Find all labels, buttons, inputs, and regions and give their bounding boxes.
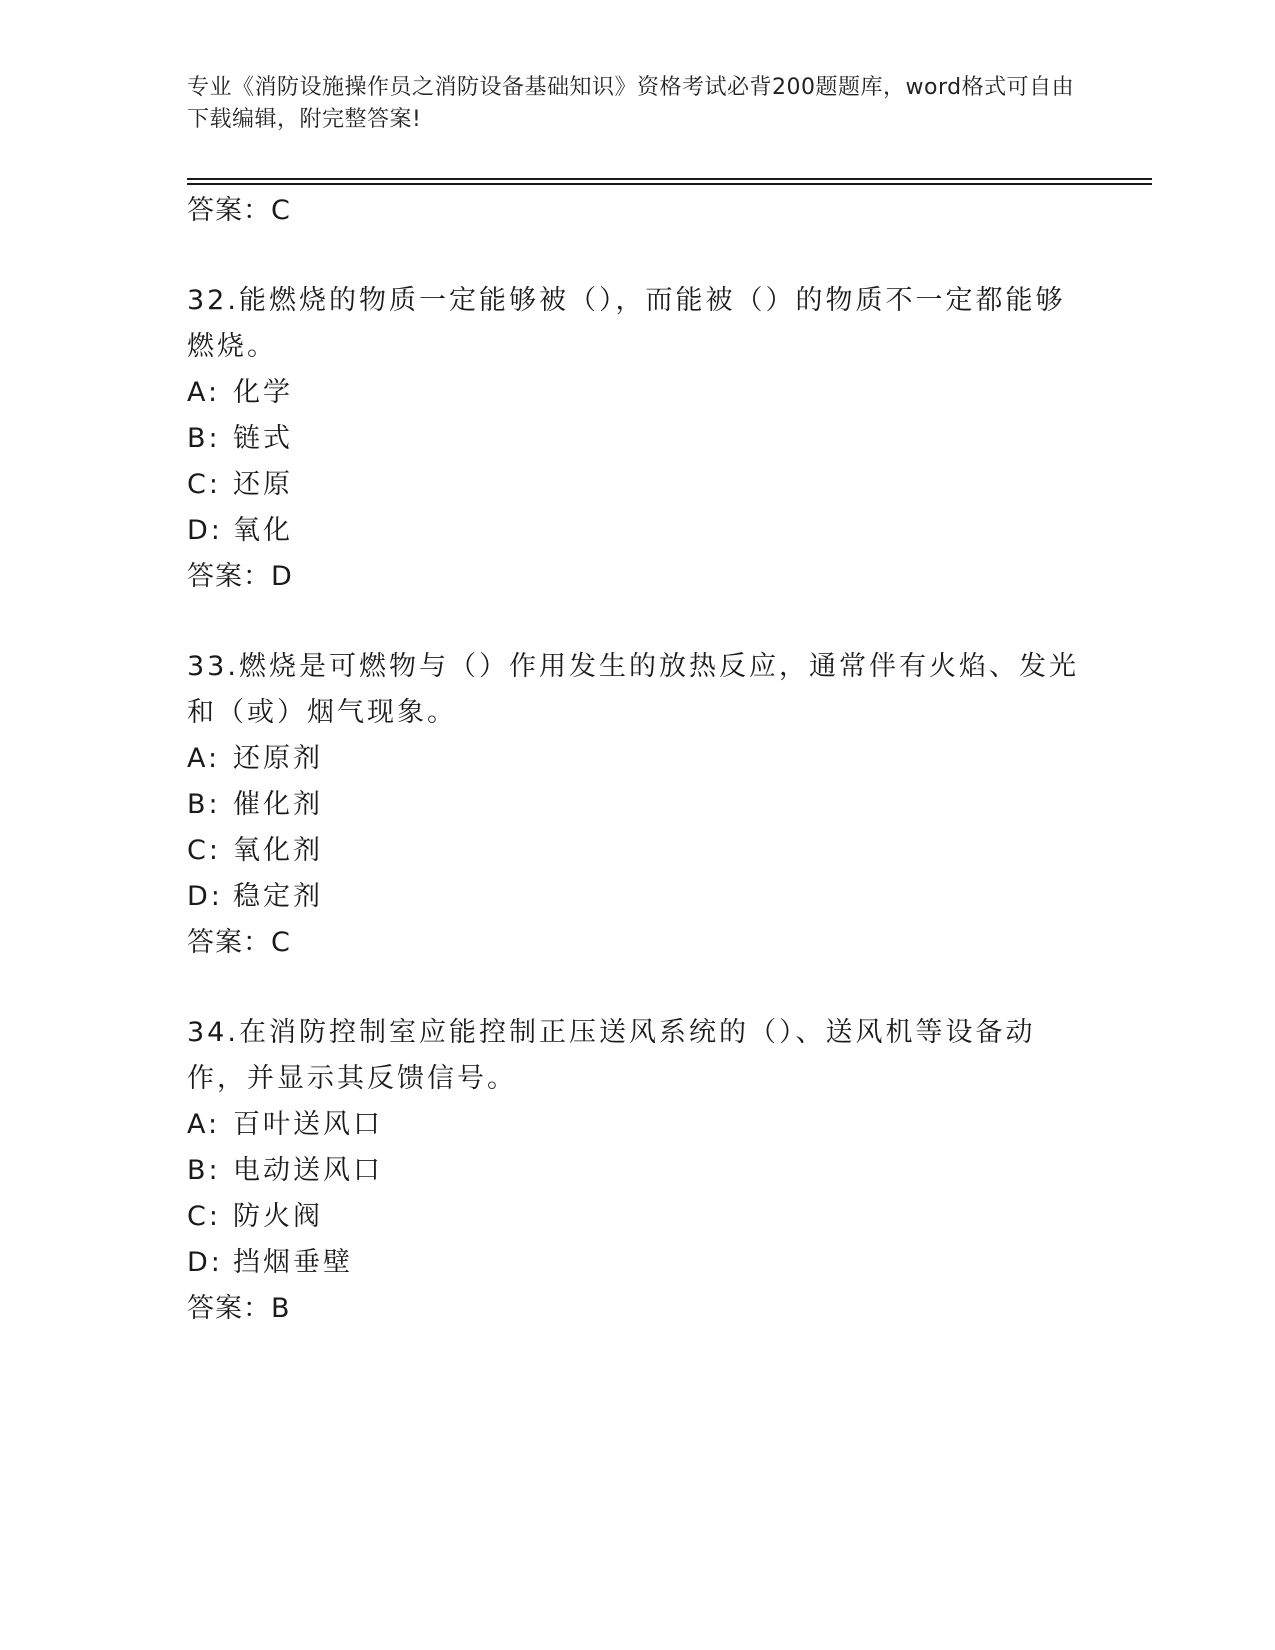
option-text: 电动送风口	[233, 1155, 383, 1186]
option-b	[187, 1148, 1087, 1194]
option-a	[187, 370, 1087, 416]
option-text: 挡烟垂壁	[233, 1247, 353, 1278]
header-rule-bottom	[187, 183, 1152, 185]
option-a	[187, 1102, 1087, 1148]
option-text: 氧化	[233, 515, 293, 546]
option-letter: D:	[187, 515, 223, 546]
previous-answer: 答案：C	[187, 195, 291, 226]
option-letter: C:	[187, 469, 221, 500]
option-letter: A:	[187, 743, 221, 774]
option-c	[187, 462, 1087, 508]
option-d	[187, 1240, 1087, 1286]
option-letter: A:	[187, 1109, 221, 1140]
option-c	[187, 828, 1087, 874]
option-letter: B:	[187, 1155, 221, 1186]
question-text: 33.燃烧是可燃物与（）作用发生的放热反应，通常伴有火焰、发光和（或）烟气现象。	[187, 651, 1079, 728]
option-text: 催化剂	[233, 789, 323, 820]
question-text: 34.在消防控制室应能控制正压送风系统的（）、送风机等设备动作，并显示其反馈信号。	[187, 1017, 1036, 1094]
option-letter: D:	[187, 881, 223, 912]
option-letter: C:	[187, 1201, 221, 1232]
document-body	[187, 188, 1087, 1332]
option-letter: A:	[187, 377, 221, 408]
page-header: 专业《消防设施操作员之消防设备基础知识》资格考试必背200题题库，word格式可自由下载编辑，附完整答案!	[187, 75, 1075, 132]
option-d	[187, 874, 1087, 920]
header-rule-top	[187, 178, 1152, 180]
option-d	[187, 508, 1087, 554]
option-c	[187, 1194, 1087, 1240]
option-text: 稳定剂	[233, 881, 323, 912]
option-letter: B:	[187, 789, 221, 820]
option-text: 链式	[233, 423, 293, 454]
option-text: 防火阀	[233, 1201, 323, 1232]
answer: 答案：B	[187, 1293, 291, 1324]
option-b	[187, 782, 1087, 828]
option-letter: C:	[187, 835, 221, 866]
option-text: 还原	[233, 469, 293, 500]
option-text: 还原剂	[233, 743, 323, 774]
option-text: 化学	[233, 377, 293, 408]
option-letter: D:	[187, 1247, 223, 1278]
question-text: 32.能燃烧的物质一定能够被（），而能被（）的物质不一定都能够燃烧。	[187, 285, 1066, 362]
answer: 答案：C	[187, 927, 291, 958]
question-33	[187, 644, 1087, 966]
option-letter: B:	[187, 423, 221, 454]
option-text: 氧化剂	[233, 835, 323, 866]
option-a	[187, 736, 1087, 782]
question-34	[187, 1010, 1087, 1332]
question-32	[187, 278, 1087, 600]
answer: 答案：D	[187, 561, 293, 592]
option-b	[187, 416, 1087, 462]
option-text: 百叶送风口	[233, 1109, 383, 1140]
